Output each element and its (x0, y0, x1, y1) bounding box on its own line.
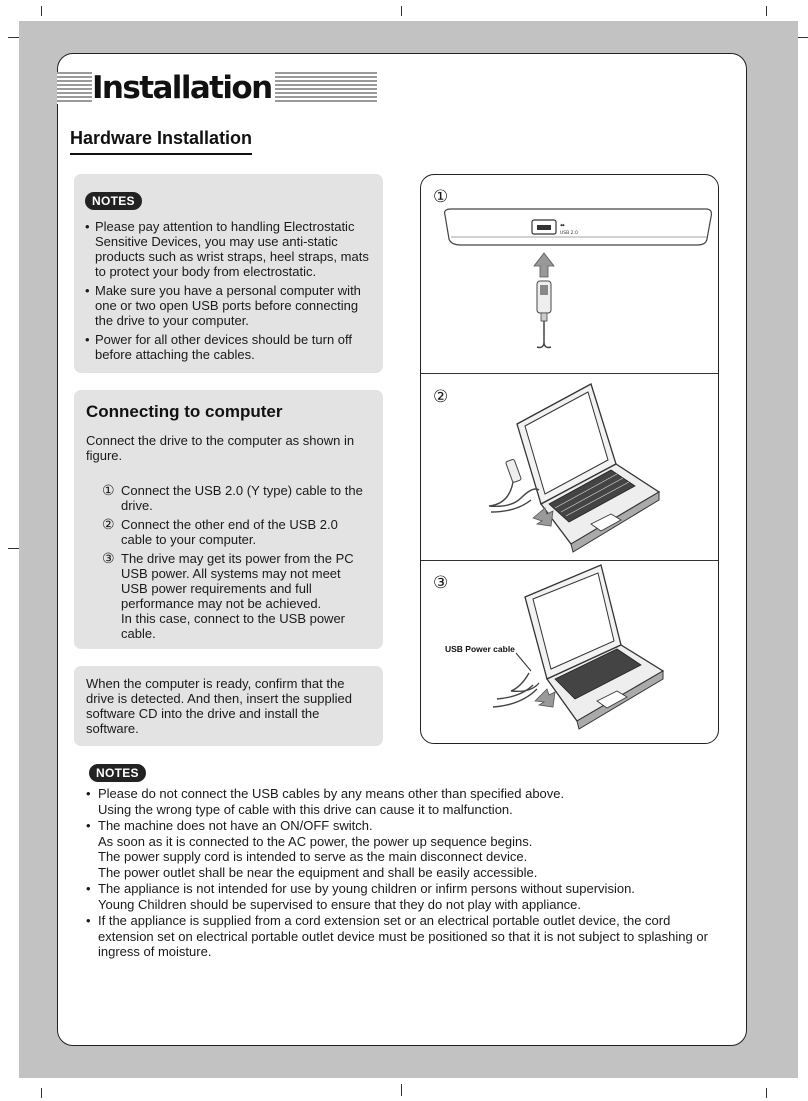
connecting-intro: Connect the drive to the computer as shown in figure. (86, 433, 355, 463)
step-text: The drive may get its power from the PC USB power. All systems may not meet USB power requirements and full performance may not be achieved. In this case, connect to the USB power cable. (121, 551, 354, 641)
crop-mark (401, 6, 402, 16)
notes-list (85, 219, 371, 366)
steps-list (86, 483, 369, 645)
crop-mark (41, 6, 42, 16)
ready-text: When the computer is ready, confirm that the drive is detected. And then, insert the supplied software CD into the drive and install the software. (86, 676, 352, 736)
crop-mark (766, 6, 767, 16)
notes-list (86, 786, 726, 960)
list-item (86, 517, 369, 547)
step-number: ① (102, 482, 115, 498)
list-item (86, 551, 369, 641)
step-number: ③ (102, 550, 115, 566)
list-item: • The appliance is not intended for use by young children or infirm persons without supervision. Young Children should be supervised to ensure that they do not play with appliance. (86, 881, 726, 912)
figure-label-3: ③ (433, 573, 449, 592)
installation-figure (420, 174, 719, 744)
usb-port-label: USB 2.0 (560, 231, 578, 236)
usb-power-label: USB Power cable (445, 644, 515, 654)
crop-mark (798, 37, 808, 38)
step-text: Connect the other end of the USB 2.0 cable to your computer. (121, 517, 338, 547)
list-item: • Make sure you have a personal computer with one or two open USB ports before connecting the drive to your computer. (85, 283, 371, 328)
step-text: Connect the USB 2.0 (Y type) cable to the drive. (121, 483, 363, 513)
list-item: • If the appliance is supplied from a cord extension set or an electrical portable outlet device, the cord extension set on electrical portable outlet device must be positioned so that it is not subject to splashing or ingress of moisture. (86, 913, 726, 960)
svg-text:⬌: ⬌ (560, 222, 566, 229)
connecting-heading: Connecting to computer (86, 402, 283, 421)
crop-mark (41, 1088, 42, 1098)
drive-illustration (421, 175, 718, 365)
notes-badge: NOTES (89, 764, 146, 782)
list-item: • Please pay attention to handling Electrostatic Sensitive Devices, you may use anti-static products such as wrist straps, heel straps, mats to protect your body from electrostatic. (85, 219, 371, 279)
section-subtitle: Hardware Installation (70, 128, 252, 155)
notes-box (74, 174, 383, 373)
connecting-box (74, 390, 383, 649)
crop-mark (8, 548, 19, 549)
bottom-notes (86, 764, 726, 961)
list-item: • Power for all other devices should be turn off before attaching the cables. (85, 332, 371, 362)
notes-badge: NOTES (85, 192, 142, 210)
crop-mark (766, 1088, 767, 1098)
crop-mark (8, 37, 19, 38)
figure-label-2: ② (433, 387, 449, 406)
list-item: • The machine does not have an ON/OFF switch. As soon as it is connected to the AC power, the power up sequence begins. The power supply cord is intended to serve as the main disconnect device. The power outlet shall be near the equipment and shall be easily accessible. (86, 818, 726, 880)
step-number: ② (102, 516, 115, 532)
page-title: Installation (92, 68, 275, 108)
laptop-power-illustration (421, 561, 718, 743)
list-item (86, 483, 369, 513)
figure-label-1: ① (433, 187, 449, 206)
crop-mark (401, 1084, 402, 1096)
ready-box (74, 666, 383, 746)
laptop-illustration (421, 374, 718, 561)
list-item: • Please do not connect the USB cables by any means other than specified above. Using the wrong type of cable with this drive can cause it to malfunction. (86, 786, 726, 817)
